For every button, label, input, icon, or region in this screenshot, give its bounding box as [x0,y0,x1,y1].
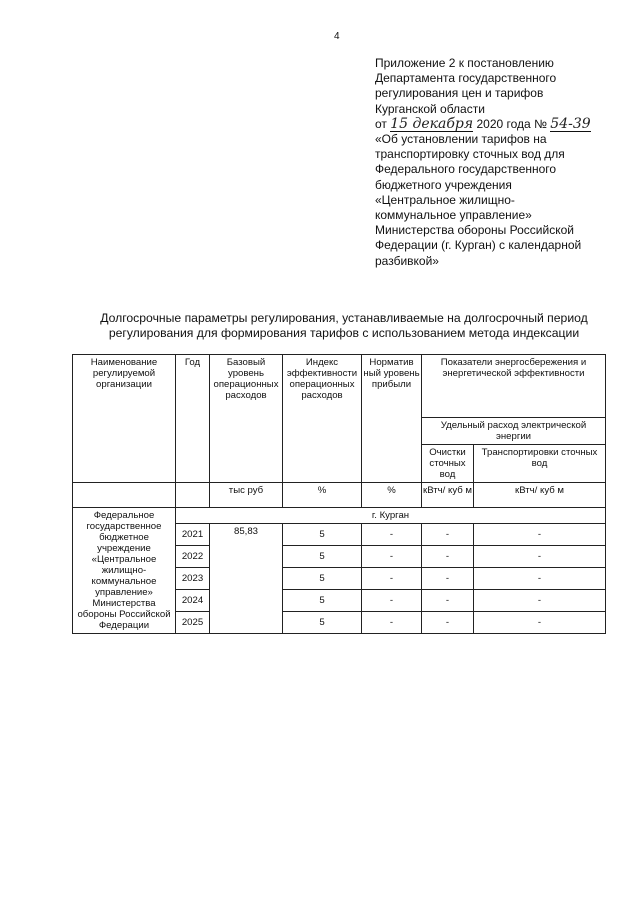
cleaning-cell: - [422,612,474,634]
city-row: г. Курган [176,508,606,524]
index-cell: 5 [283,612,362,634]
appendix-line: бюджетного учреждения [375,177,512,192]
cleaning-cell: - [422,568,474,590]
norm-cell: - [362,612,422,634]
cleaning-cell: - [422,590,474,612]
transport-cell: - [474,546,606,568]
document-title [78,311,610,341]
header-norm: Норматив ный уровень прибыли [362,355,422,483]
norm-cell: - [362,524,422,546]
appendix-line: «Об установлении тарифов на [375,132,547,147]
appendix-line: транспортировку сточных вод для [375,147,565,162]
index-cell: 5 [283,524,362,546]
year-cell: 2024 [176,590,210,612]
title-line: регулирования для формирования тарифов с использованием метода индексации [108,326,580,340]
date-prefix: от [375,116,387,131]
header-cleaning: Очистки сточных вод [422,445,474,483]
header-year: Год [176,355,210,483]
page-number: 4 [334,31,340,42]
norm-cell: - [362,590,422,612]
norm-cell: - [362,568,422,590]
appendix-line: Федерального государственного [375,162,557,177]
index-cell: 5 [283,568,362,590]
base-value: 85,83 [210,524,283,634]
index-cell: 5 [283,590,362,612]
date-middle: 2020 года № [476,116,547,131]
unit-transport: кВтч/ куб м [474,483,606,508]
cleaning-cell: - [422,524,474,546]
unit-cell [73,483,176,508]
unit-index: % [283,483,362,508]
appendix-line: регулирования цен и тарифов [375,86,544,101]
transport-cell: - [474,568,606,590]
index-cell: 5 [283,546,362,568]
unit-cell [176,483,210,508]
norm-cell: - [362,546,422,568]
header-index: Индекс эффективности операционных расходов [283,355,362,483]
org-name: Федеральное государственное бюджетное учреждение «Центральное жилищно-коммунальное управление» Министерства обороны Российской Федерации [73,508,176,634]
handwritten-date: 15 декабря [390,115,474,132]
transport-cell: - [474,612,606,634]
appendix-line: «Центральное жилищно- [375,192,515,207]
unit-norm: % [362,483,422,508]
parameters-table [72,354,606,634]
header-energy: Показатели энергосбережения и энергетической эффективности [422,355,606,418]
unit-cleaning: кВтч/ куб м [422,483,474,508]
cleaning-cell: - [422,546,474,568]
header-org: Наименование регулируемой организации [73,355,176,483]
appendix-header [375,56,630,269]
transport-cell: - [474,590,606,612]
transport-cell: - [474,524,606,546]
appendix-date-line [375,117,630,132]
year-cell: 2023 [176,568,210,590]
appendix-line: разбивкой» [375,253,439,268]
header-transport: Транспортировки сточных вод [474,445,606,483]
appendix-line: Приложение 2 к постановлению [375,56,554,70]
appendix-line: коммунальное управление» [375,208,532,223]
appendix-line: Федерации (г. Курган) с календарной [375,238,582,253]
handwritten-number: 54-39 [550,115,591,132]
header-specific: Удельный расход электрической энергии [422,418,606,445]
header-base: Базовый уровень операционных расходов [210,355,283,483]
appendix-line: Департамента государственного [375,71,557,86]
year-cell: 2021 [176,524,210,546]
year-cell: 2022 [176,546,210,568]
appendix-line: Министерства обороны Российской [375,223,574,238]
appendix-line: Курганской области [375,101,485,116]
unit-base: тыс руб [210,483,283,508]
title-line: Долгосрочные параметры регулирования, устанавливаемые на долгосрочный период [100,311,588,325]
year-cell: 2025 [176,612,210,634]
